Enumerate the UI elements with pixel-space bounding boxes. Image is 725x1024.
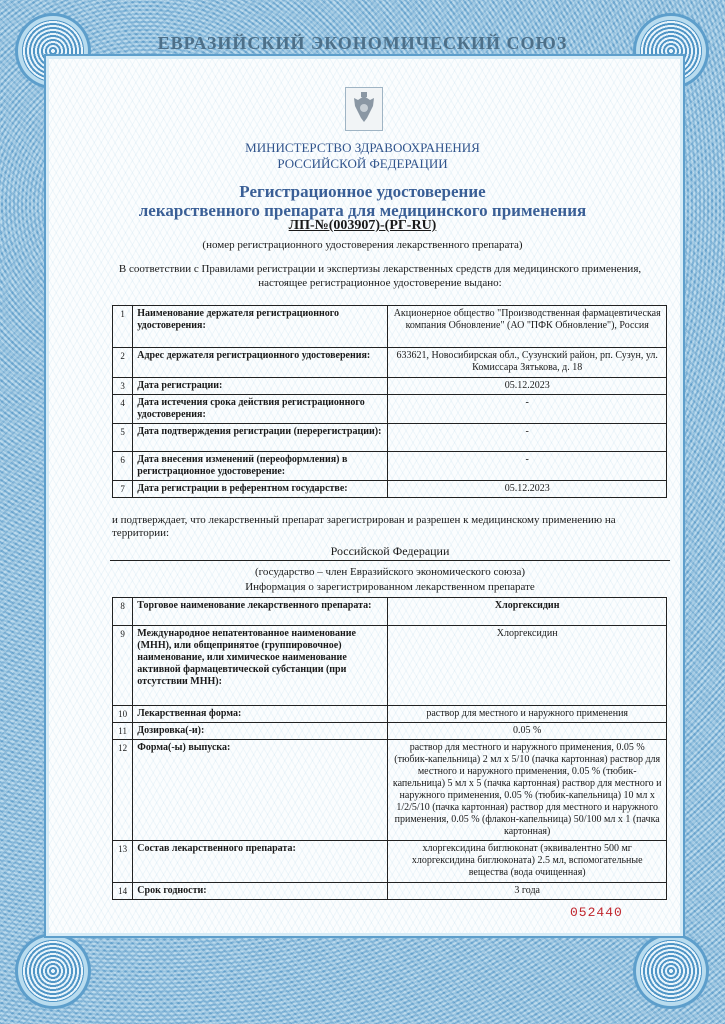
row-number: 4 <box>113 395 133 424</box>
row-value: Хлоргексидин <box>388 626 667 706</box>
row-value: раствор для местного и наружного применения, 0.05 % (тюбик-капельница) 2 мл x 5/10 (пачка картонная) раствор для местного и наружного применения, 0.05 % (тюбик-капельница) 5 мл x 5 (пачка картонная) раствор для местного и наружного применения, 0.05 % (тюбик-капельница) 10 мл x 1/2/5/10 (пачка картонная) раствор для местного и наружного применения, 0.05 % (флакон-капельница) 50/100 мл x 1 (пачка картонная) <box>388 740 667 841</box>
row-value: - <box>388 452 667 481</box>
row-number: 5 <box>113 424 133 452</box>
row-label: Адрес держателя регистрационного удостоверения: <box>133 348 388 378</box>
holder-table <box>112 305 667 498</box>
row-value: 3 года <box>388 883 667 900</box>
row-label: Дата внесения изменений (переоформления) в регистрационное удостоверение: <box>133 452 388 481</box>
table-row <box>113 395 667 424</box>
country-underline <box>110 560 670 561</box>
row-number: 7 <box>113 481 133 498</box>
ministry-line-1: МИНИСТЕРСТВО ЗДРАВООХРАНЕНИЯ <box>245 140 480 155</box>
row-label: Дата истечения срока действия регистрационного удостоверения: <box>133 395 388 424</box>
row-label: Срок годности: <box>133 883 388 900</box>
row-number: 10 <box>113 706 133 723</box>
ministry-line-2: РОССИЙСКОЙ ФЕДЕРАЦИИ <box>277 156 448 171</box>
table-row <box>113 841 667 883</box>
registration-number-text: ЛП-№(003907)-(РГ-RU) <box>288 218 437 233</box>
row-value: 05.12.2023 <box>388 378 667 395</box>
row-value: 0.05 % <box>388 723 667 740</box>
row-label: Лекарственная форма: <box>133 706 388 723</box>
table-row <box>113 306 667 348</box>
table-row <box>113 883 667 900</box>
row-number: 6 <box>113 452 133 481</box>
row-number: 1 <box>113 306 133 348</box>
table-row <box>113 348 667 378</box>
serial-number: 052440 <box>570 905 623 920</box>
corner-rosette-bottom-left <box>22 940 84 1002</box>
table-row <box>113 424 667 452</box>
table-row <box>113 598 667 626</box>
row-value: - <box>388 395 667 424</box>
table-row <box>113 452 667 481</box>
ministry-name <box>0 140 725 172</box>
registration-number-caption: (номер регистрационного удостоверения лекарственного препарата) <box>202 239 523 251</box>
row-number: 9 <box>113 626 133 706</box>
table-row <box>113 706 667 723</box>
row-value: 633621, Новосибирская обл., Сузунский район, рп. Сузун, ул. Комиссара Зятькова, д. 18 <box>388 348 667 378</box>
drug-table <box>112 597 667 900</box>
intro-text: В соответствии с Правилами регистрации и экспертизы лекарственных средств для медицинского применения, настоящее регистрационное удостоверение выдано: <box>118 263 642 289</box>
row-number: 14 <box>113 883 133 900</box>
title-line-2: лекарственного препарата для медицинского применения <box>138 201 587 220</box>
row-label: Дата регистрации: <box>133 378 388 395</box>
table-row <box>113 378 667 395</box>
country-name: Российской Федерации <box>330 544 450 558</box>
row-value: Акционерное общество "Производственная фармацевтическая компания Обновление" (АО "ПФК Обновление"), Россия <box>388 306 667 348</box>
row-number: 2 <box>113 348 133 378</box>
row-label: Дата подтверждения регистрации (перерегистрации): <box>133 424 388 452</box>
corner-rosette-bottom-right <box>640 940 702 1002</box>
row-label: Торговое наименование лекарственного препарата: <box>133 598 388 626</box>
row-label: Форма(-ы) выпуска: <box>133 740 388 841</box>
russian-coat-of-arms-icon <box>345 87 383 131</box>
row-number: 3 <box>113 378 133 395</box>
row-value: Хлоргексидин <box>388 598 667 626</box>
row-number: 12 <box>113 740 133 841</box>
country-caption: (государство – член Евразийского экономического союза) <box>255 566 525 578</box>
row-number: 11 <box>113 723 133 740</box>
drug-info-title: Информация о зарегистрированном лекарственном препарате <box>245 581 535 593</box>
row-value: - <box>388 424 667 452</box>
row-label: Международное непатентованное наименование (МНН), или общепринятое (группировочное) наименование, или химическое наименование активной фармацевтической субстанции (при отсутствии МНН): <box>133 626 388 706</box>
row-value: хлоргексидина биглюконат (эквивалентно 500 мг хлоргексидина биглюконата) 2.5 мл, вспомогательные вещества (вода очищенная) <box>388 841 667 883</box>
title-line-1: Регистрационное удостоверение <box>239 182 486 201</box>
union-header: ЕВРАЗИЙСКИЙ ЭКОНОМИЧЕСКИЙ СОЮЗ <box>157 33 568 53</box>
row-number: 8 <box>113 598 133 626</box>
document-title <box>0 182 725 220</box>
row-label: Дата регистрации в референтном государстве: <box>133 481 388 498</box>
row-value: раствор для местного и наружного применения <box>388 706 667 723</box>
row-value: 05.12.2023 <box>388 481 667 498</box>
table-row <box>113 481 667 498</box>
row-label: Наименование держателя регистрационного удостоверения: <box>133 306 388 348</box>
row-label: Дозировка(-и): <box>133 723 388 740</box>
row-number: 13 <box>113 841 133 883</box>
table-row <box>113 740 667 841</box>
table-row <box>113 626 667 706</box>
row-label: Состав лекарственного препарата: <box>133 841 388 883</box>
confirmation-text: и подтверждает, что лекарственный препарат зарегистрирован и разрешен к медицинскому применению на территории: <box>112 514 616 539</box>
registration-number <box>0 218 725 234</box>
table-row <box>113 723 667 740</box>
